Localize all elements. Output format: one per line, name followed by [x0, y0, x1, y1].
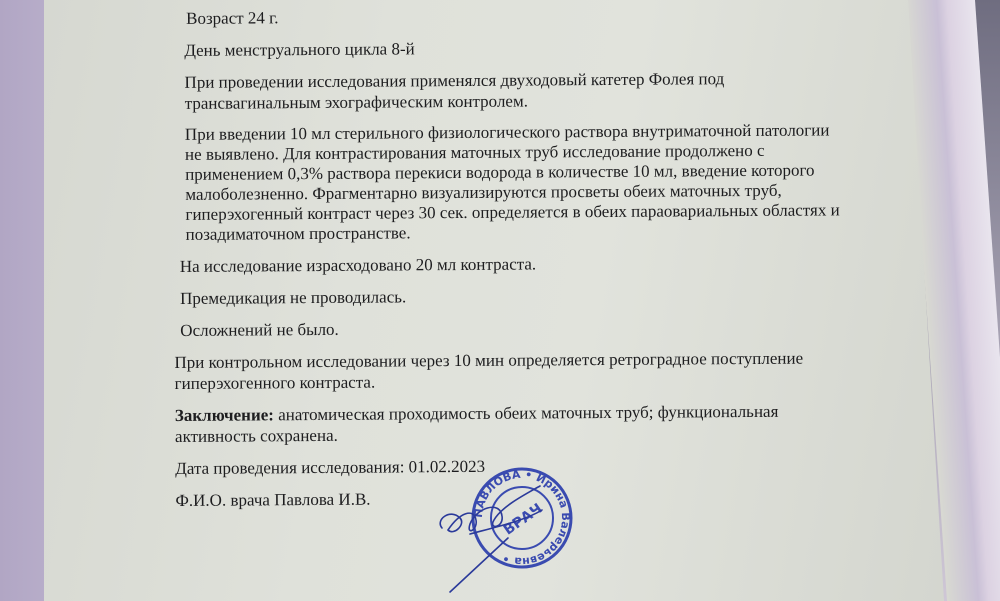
text-line: трансвагинальным эхографическим контролем. [184, 91, 529, 113]
catheter-paragraph [184, 67, 912, 114]
text-line: При контрольном исследовании через 10 мин определяется ретроградное поступление [174, 348, 804, 372]
svg-text:ПАВЛОВА • Ирина Валерьевна •: ПАВЛОВА • Ирина Валерьевна • [471, 467, 573, 569]
text-line: активность сохранена. [174, 425, 338, 446]
date-value: 01.02.2023 [408, 456, 486, 477]
text-line: малоболезненно. Фрагментарно визуализируются просветы обеих маточных труб, [185, 180, 782, 204]
contrast-used: На исследование израсходовано 20 мл контраста. [179, 254, 537, 276]
conclusion-label: Заключение: [174, 405, 274, 425]
control-paragraph [174, 347, 914, 394]
svg-text:ВРАЧ: ВРАЧ [500, 500, 546, 539]
text-line: При введении 10 мл стерильного физиологического раствора внутриматочной патологии [184, 120, 830, 144]
text-line: применением 0,3% раствора перекиси водорода в количестве 10 мл, введение которого [185, 160, 815, 184]
findings-paragraph [185, 120, 914, 245]
text-line: При проведении исследования применялся двуходовый катетер Фолея под [184, 69, 725, 92]
conclusion-text: анатомическая проходимость обеих маточных труб; функциональная [273, 401, 779, 425]
signature-icon [430, 480, 590, 595]
premedication: Премедикация не проводилась. [179, 287, 407, 308]
text-line: гиперэхогенный контраст через 30 сек. определяется в обеих параовариальных областях и [185, 200, 840, 224]
doctor-value: Павлова И.В. [274, 489, 371, 510]
text-line: гиперэхогенного контраста. [174, 372, 376, 393]
cycle-day: День менструального цикла 8-й [184, 39, 415, 60]
text-line: позадиматочном пространстве. [185, 223, 411, 244]
conclusion-paragraph [175, 400, 915, 447]
document-body [172, 3, 916, 522]
text-line: не выявлено. Для контрастирования маточных труб исследование продолжено с [184, 140, 765, 164]
doctor-label: Ф.И.О. врача [175, 490, 275, 510]
patient-age: Возраст 24 г. [186, 8, 279, 28]
date-label: Дата проведения исследования: [175, 457, 409, 478]
complications: Осложнений не было. [180, 319, 339, 340]
